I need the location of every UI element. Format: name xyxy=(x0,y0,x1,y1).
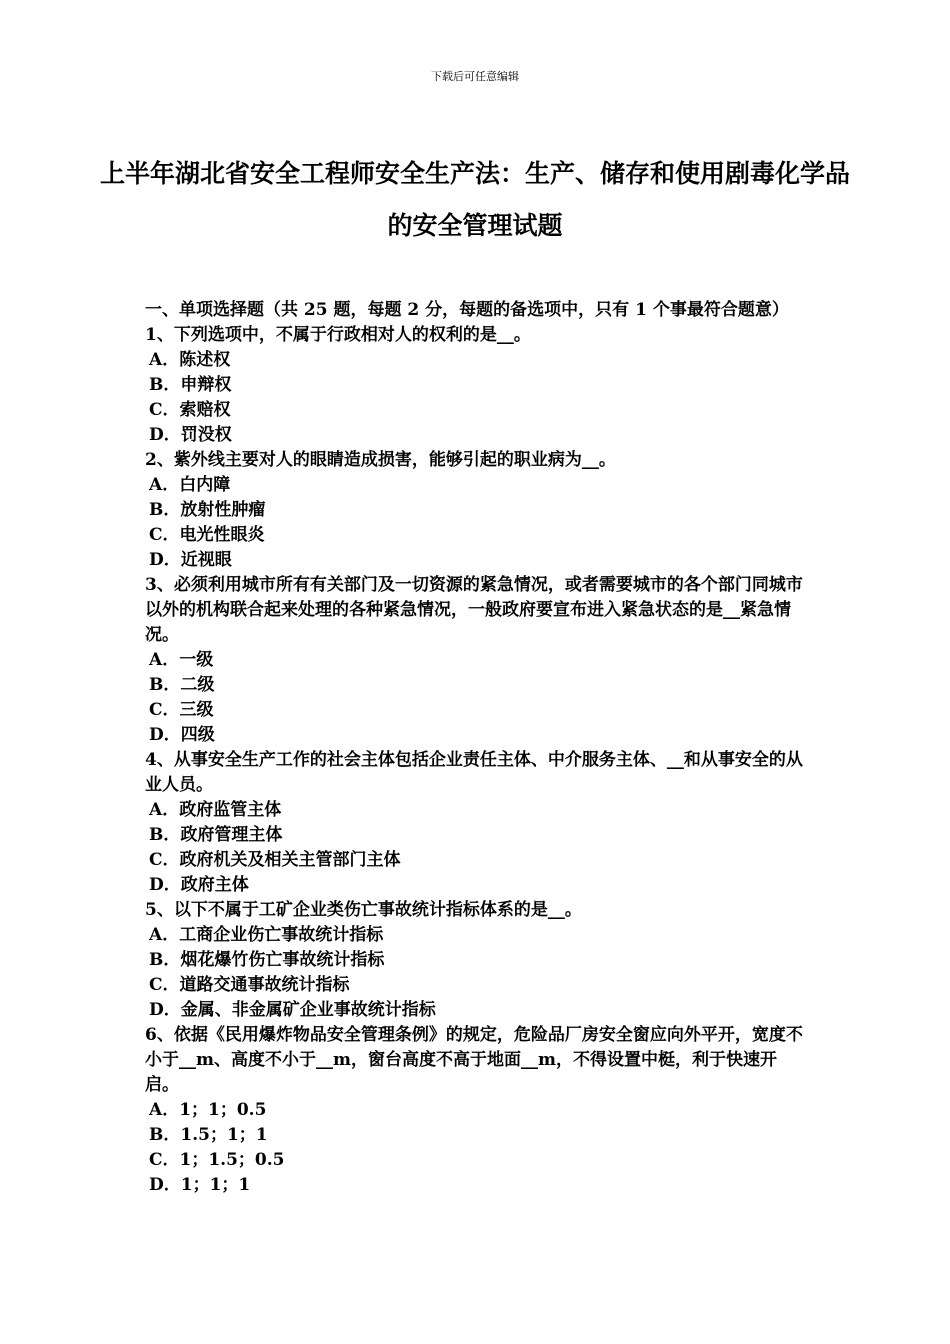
option-a: A．政府监管主体 xyxy=(149,800,282,820)
question-stem: 4、从事安全生产工作的社会主体包括企业责任主体、中介服务主体、__和从事安全的从业人员。 xyxy=(145,750,803,795)
option-d: D．四级 xyxy=(149,725,215,745)
question-5 xyxy=(145,898,810,1023)
option-a: A．工商企业伤亡事故统计指标 xyxy=(149,925,384,945)
question-stem: 1、下列选项中，不属于行政相对人的权利的是__。 xyxy=(145,325,531,345)
option-b: B．放射性肿瘤 xyxy=(149,500,266,520)
option-c: C．道路交通事故统计指标 xyxy=(149,975,350,995)
document-title: 上半年湖北省安全工程师安全生产法：生产、储存和使用剧毒化学品的安全管理试题 xyxy=(100,159,851,240)
option-c: C．三级 xyxy=(149,700,214,720)
question-stem: 6、依据《民用爆炸物品安全管理条例》的规定，危险品厂房安全窗应向外平开，宽度不小于__m、高度不小于__m，窗台高度不高于地面__m，不得设置中梃，利于快速开启。 xyxy=(145,1025,803,1095)
option-d: D．1；1；1 xyxy=(149,1175,251,1195)
option-a: A．1；1；0.5 xyxy=(149,1100,267,1120)
option-b: B．1.5；1；1 xyxy=(149,1125,268,1145)
question-6 xyxy=(145,1023,810,1198)
option-d: D．金属、非金属矿企业事故统计指标 xyxy=(149,1000,436,1020)
option-b: B．申辩权 xyxy=(149,375,232,395)
question-stem: 5、以下不属于工矿企业类伤亡事故统计指标体系的是__。 xyxy=(145,900,582,920)
question-1 xyxy=(145,323,810,448)
option-c: C．索赔权 xyxy=(149,400,231,420)
option-a: A．白内障 xyxy=(149,475,231,495)
document-body xyxy=(145,298,810,1198)
option-c: C．1；1.5；0.5 xyxy=(149,1150,285,1170)
question-2 xyxy=(145,448,810,573)
option-b: B．二级 xyxy=(149,675,215,695)
option-a: A．陈述权 xyxy=(149,350,231,370)
option-c: C．政府机关及相关主管部门主体 xyxy=(149,850,401,870)
option-b: B．政府管理主体 xyxy=(149,825,283,845)
option-d: D．近视眼 xyxy=(149,550,232,570)
option-c: C．电光性眼炎 xyxy=(149,525,265,545)
option-b: B．烟花爆竹伤亡事故统计指标 xyxy=(149,950,385,970)
option-d: D．政府主体 xyxy=(149,875,249,895)
question-3 xyxy=(145,573,810,748)
header-note: 下载后可任意编辑 xyxy=(431,70,519,83)
question-4 xyxy=(145,748,810,898)
option-d: D．罚没权 xyxy=(149,425,232,445)
option-a: A．一级 xyxy=(149,650,214,670)
question-stem: 3、必须利用城市所有有关部门及一切资源的紧急情况，或者需要城市的各个部门同城市以外的机构联合起来处理的各种紧急情况，一般政府要宣布进入紧急状态的是__紧急情况。 xyxy=(145,575,803,645)
section-heading: 一、单项选择题（共 25 题，每题 2 分，每题的备选项中，只有 1 个事最符合题意） xyxy=(145,300,789,320)
question-stem: 2、紫外线主要对人的眼睛造成损害，能够引起的职业病为__。 xyxy=(145,450,616,470)
